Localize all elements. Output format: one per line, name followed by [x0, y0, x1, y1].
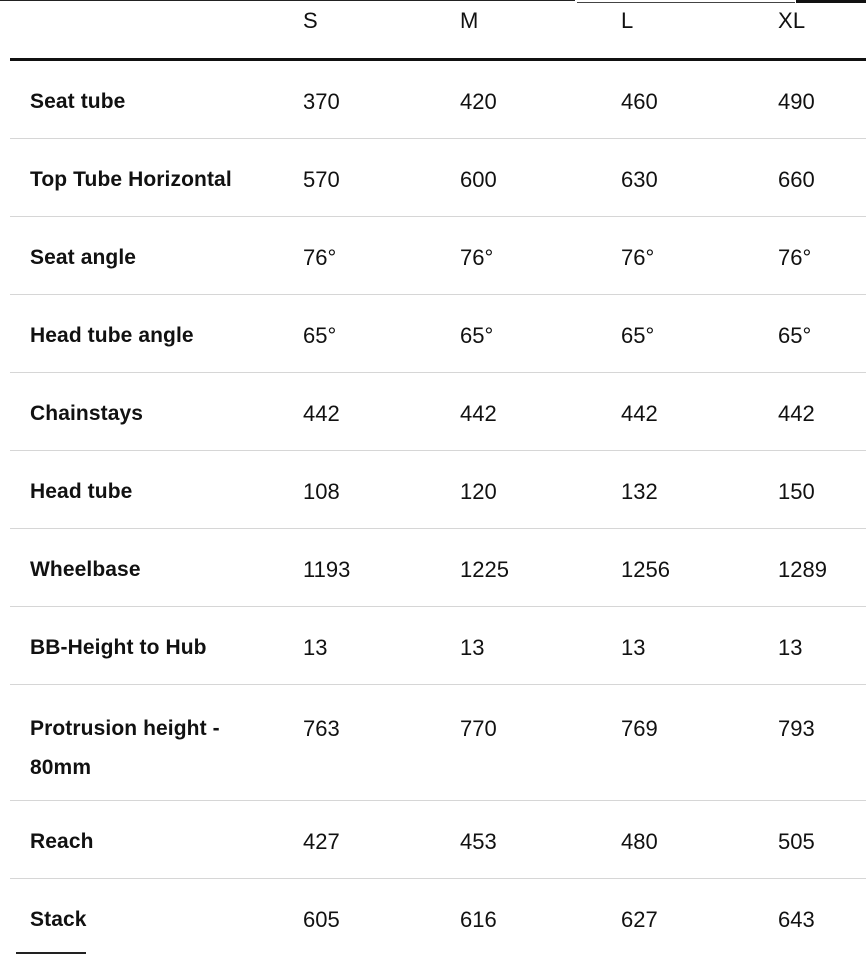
table-row: [10, 216, 866, 294]
row-label: Stack: [30, 907, 87, 931]
cell-xl: 660: [759, 138, 866, 216]
cell-l: 630: [602, 138, 759, 216]
row-label: Top Tube Horizontal: [10, 138, 284, 216]
table-row: [10, 528, 866, 606]
cell-l: 13: [602, 606, 759, 684]
cell-l: 76°: [602, 216, 759, 294]
cell-s: 76°: [284, 216, 441, 294]
row-label: Seat tube: [10, 59, 284, 138]
table-row: [10, 294, 866, 372]
table-row: [10, 450, 866, 528]
cell-l: 627: [621, 906, 658, 932]
cell-l: 460: [602, 59, 759, 138]
cell-m: 1225: [441, 528, 602, 606]
cell-xl: 150: [759, 450, 866, 528]
row-label: Reach: [10, 800, 284, 878]
table-row: [10, 59, 866, 138]
table-row: [10, 138, 866, 216]
row-label: Wheelbase: [10, 528, 284, 606]
row-label: Protrusion height - 80mm: [10, 684, 284, 800]
cell-l: 1256: [602, 528, 759, 606]
table-header: [10, 0, 866, 59]
table-row: [10, 800, 866, 878]
cell-m: 453: [441, 800, 602, 878]
cell-xl: 1289: [759, 528, 866, 606]
cell-m: 120: [441, 450, 602, 528]
cell-xl: 442: [759, 372, 866, 450]
cell-xl: 76°: [759, 216, 866, 294]
table-body: [10, 59, 866, 954]
header-size-m: M: [441, 0, 602, 59]
header-size-l: L: [602, 0, 759, 59]
cell-m: 616: [460, 906, 497, 932]
table-row: [10, 372, 866, 450]
cell-m: 65°: [441, 294, 602, 372]
cell-xl: 643: [778, 906, 815, 932]
cell-s: 1193: [284, 528, 441, 606]
cell-xl: 490: [759, 59, 866, 138]
cell-s: 605: [303, 906, 340, 932]
cell-s: 65°: [284, 294, 441, 372]
row-label: Seat angle: [10, 216, 284, 294]
cell-xl: 13: [759, 606, 866, 684]
cell-s: 427: [284, 800, 441, 878]
cell-m: 76°: [441, 216, 602, 294]
header-size-xl: XL: [759, 0, 866, 59]
cell-l: 769: [602, 684, 759, 800]
cell-s: 763: [284, 684, 441, 800]
table-row: [10, 878, 866, 954]
header-label-cell: [10, 0, 284, 59]
cell-s: 442: [284, 372, 441, 450]
table-row: [10, 606, 866, 684]
cell-m: 600: [441, 138, 602, 216]
cell-xl: 793: [759, 684, 866, 800]
cell-l: 442: [602, 372, 759, 450]
cell-s: 13: [284, 606, 441, 684]
cell-s: 370: [284, 59, 441, 138]
cell-m: 420: [441, 59, 602, 138]
cell-xl: 505: [759, 800, 866, 878]
row-label: Head tube: [10, 450, 284, 528]
cell-l: 480: [602, 800, 759, 878]
cell-l: 132: [602, 450, 759, 528]
table-row: [10, 684, 866, 800]
header-row: [10, 0, 866, 59]
cell-xl: 65°: [759, 294, 866, 372]
row-label: BB-Height to Hub: [10, 606, 284, 684]
cell-s: 108: [284, 450, 441, 528]
geometry-table: [10, 0, 866, 954]
cell-s: 570: [284, 138, 441, 216]
cell-m: 13: [441, 606, 602, 684]
row-label: Chainstays: [10, 372, 284, 450]
row-label: Head tube angle: [10, 294, 284, 372]
cell-m: 770: [441, 684, 602, 800]
cell-l: 65°: [602, 294, 759, 372]
header-size-s: S: [284, 0, 441, 59]
cell-m: 442: [441, 372, 602, 450]
